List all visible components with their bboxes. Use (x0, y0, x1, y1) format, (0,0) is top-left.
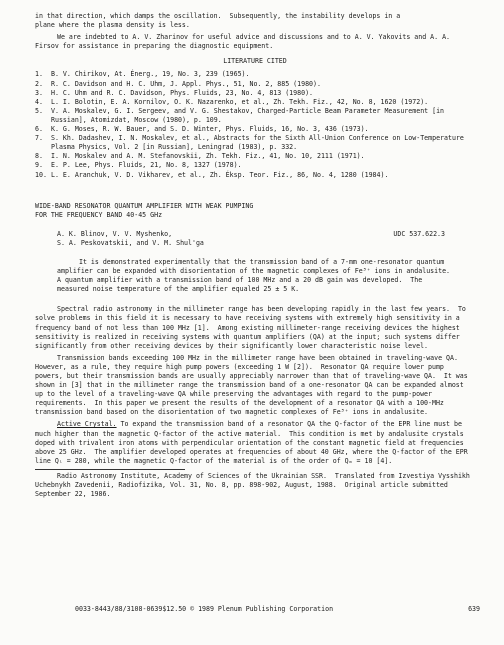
reference-text: I. N. Moskalev and A. M. Stefanovskii, Zh. Tekh. Fiz., 41, No. 10, 2111 (1971). (51, 152, 365, 161)
reference-number: 4. (35, 97, 43, 106)
reference-item (35, 125, 475, 134)
reference-text: H. C. Uhm and R. C. Davidson, Phys. Fluids, 23, No. 4, 813 (1980). (51, 88, 314, 97)
section-heading-active-crystal: Active Crystal. (57, 420, 117, 429)
reference-number: 6. (35, 125, 43, 134)
intro-line-2: plane where the plasma density is less. (35, 21, 190, 30)
reference-number: 9. (35, 161, 43, 170)
reference-text: V. A. Moskalev, G. I. Sergeev, and V. G. Shestakov, Charged-Particle Beam Parameter Measurement [in Russian], Atomizdat, Moscow (1980), p. 109. (51, 106, 445, 124)
intro-line-1: in that direction, which damps the oscillation. Subsequently, the instability develops in a (35, 12, 401, 20)
reference-number: 7. (35, 134, 43, 143)
reference-item (35, 161, 475, 170)
reference-text: K. G. Moses, R. W. Bauer, and S. D. Winter, Phys. Fluids, 16, No. 3, 436 (1973). (51, 125, 369, 134)
reference-text: B. V. Chirikov, At. Énerg., 19, No. 3, 239 (1965). (51, 70, 250, 79)
reference-text: S. Kh. Dadashev, I. N. Moskalev, et al., Abstracts for the Sixth All-Union Conference on Low-Temperature Plasma Physics, Vol. 2 [in Russian], Leningrad (1983), p. 332. (51, 134, 464, 152)
body-paragraph-3-text: To expand the transmission band of a resonator QA the Q-factor of the EPR line must be much higher than the magnetic Q-factor of the active material. This condition is met by andalusite crystals doped with trivalent iron atoms with perpendicular orientation of the constant magnetic field at frequencies above 25 GHz. The amplifier developed operates at frequencies of about 40 GHz, where the Q-factor of the EPR line Qₗ = 280, while the magnetic Q-factor of the material is of the order of Qₘ = 10 [4]. (35, 420, 472, 465)
page-footer (75, 605, 480, 613)
reference-text: E. P. Lee, Phys. Fluids, 21, No. 8, 1327 (1978). (51, 161, 242, 170)
abstract: It is demonstrated experimentally that the transmission band of a 7-mm one-resonator quantum amplifier can be expanded with disorientation of the magnetic complexes of Fe³⁺ ions in andalusite. A quantum amplifier with a transmission band of 100 MHz and a 20 dB gain was developed. The measured noise temperature of the amplifier equaled 25 ± 5 K. (57, 257, 458, 294)
reference-number: 5. (35, 106, 43, 115)
reference-item (35, 107, 475, 125)
copyright-line: 0033-8443/88/3108-0639$12.50 © 1989 Plenum Publishing Corporation (75, 605, 334, 613)
body-paragraph-1: Spectral radio astronomy in the millimeter range has been developing rapidly in the last few years. To solve problems in this field it is necessary to have receiving systems with extremely high sensitivity in a frequency band of not less than 100 MHz [1]. Among existing millimeter-range receiving devices the highest sensitivity is realized in receiving systems with quantum amplifiers (QA) at the input; such systems differ significantly from other receiving devices by their significantly lower characteristic noise level. (35, 305, 470, 350)
footnote: Radio Astronomy Institute, Academy of Sciences of the Ukrainian SSR. Translated from Izvestiya Vysshikh Uchebnykh Zavedenii, Radiofizika, Vol. 31, No. 8, pp. 898-902, August, 1988. Original article submitted September 22, 1986. (35, 471, 474, 499)
body-paragraph-2: Transmission bands exceeding 100 MHz in the millimeter range have been obtained in traveling-wave QA. However, as a rule, they require high pump powers (exceeding 1 W [2]). Resonator QA require lower pump powers, but their transmission bands are usually appreciably narrower than that of traveling-wave QA. It was shown in [3] that in the millimeter range the transmission band of a one-resonator QA can be expanded almost up to the level of a traveling-wave QA while preserving the advantages with regard to the pump-power requirements. In this paper we present the results of the development of a resonator QA with a 100-MHz transmission band based on the disorientation of two magnetic complexes of Fe³⁺ ions in andalusite. (35, 353, 472, 417)
body-paragraph-3 (35, 420, 475, 465)
reference-list (35, 70, 475, 179)
authors-line-1: A. K. Blinov, V. V. Myshenko, (57, 229, 173, 238)
reference-item (35, 171, 475, 180)
reference-number: 1. (35, 70, 43, 79)
reference-number: 3. (35, 88, 43, 97)
reference-item (35, 98, 475, 107)
reference-item (35, 89, 475, 98)
authors-line-2: S. A. Peskovatskii, and V. M. Shul'ga (57, 238, 204, 247)
literature-heading: LITERATURE CITED (223, 57, 287, 66)
article-title-line-2: FOR THE FREQUENCY BAND 40-45 GHz (35, 210, 163, 219)
footnote-divider (35, 469, 185, 470)
reference-item (35, 152, 475, 161)
reference-text: L. E. Aranchuk, V. D. Vikharev, et al., Zh. Éksp. Teor. Fiz., 86, No. 4, 1280 (1984). (51, 170, 389, 179)
reference-item (35, 134, 475, 152)
reference-number: 2. (35, 79, 43, 88)
authors-row (35, 230, 475, 239)
page-number: 639 (468, 605, 480, 613)
reference-text: L. I. Bolotin, E. A. Kornilov, O. K. Nazarenko, et al., Zh. Tekh. Fiz., 42, No. 8, 1620 (1972). (51, 97, 429, 106)
udc-code: UDC 537.622.3 (393, 229, 445, 238)
reference-number: 10. (35, 170, 47, 179)
reference-item (35, 80, 475, 89)
reference-item (35, 70, 475, 79)
article-title-line-1: WIDE-BAND RESONATOR QUANTUM AMPLIFIER WITH WEAK PUMPING (35, 201, 254, 210)
reference-number: 8. (35, 152, 43, 161)
document-page (35, 12, 475, 499)
acknowledgement: We are indebted to A. V. Zharinov for useful advice and discussions and to A. V. Yakovits and A. A. Firsov for assistance in preparing the diagnostic equipment. (35, 33, 454, 51)
reference-text: R. C. Davidson and H. C. Uhm, J. Appl. Phys., 51, No. 2, 885 (1980). (51, 79, 321, 88)
